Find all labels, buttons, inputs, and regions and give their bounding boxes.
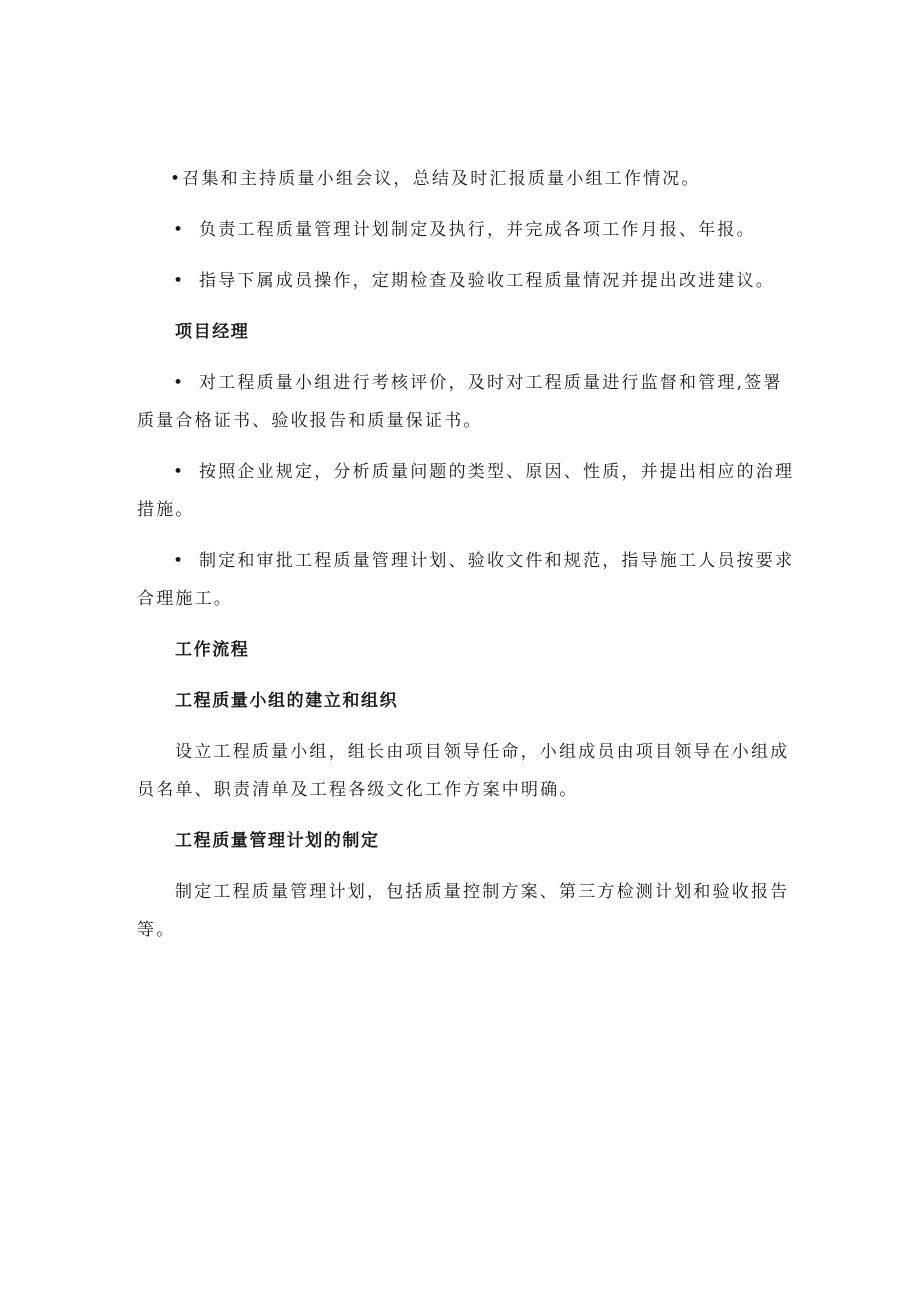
- bullet-icon: •: [173, 220, 186, 240]
- pm-duty-3: • 制定和审批工程质量管理计划、验收文件和规范，指导施工人员按要求合理施工。: [137, 542, 797, 618]
- bullet-icon: •: [173, 271, 186, 291]
- establish-text: 设立工程质量小组，组长由项目领导任命，小组成员由项目领导在小组成员名单、职责清单及工程各级文化工作方案中明确。: [137, 742, 790, 800]
- leader-duty-1: •召集和主持质量小组会议，总结及时汇报质量小组工作情况。: [170, 169, 701, 189]
- bullet-icon: •: [173, 551, 186, 571]
- pm-heading: 项目经理: [175, 322, 250, 342]
- bullet-icon: •: [173, 462, 186, 482]
- document-page: [137, 160, 797, 962]
- leader-duty-3: • 指导下属成员操作，定期检查及验收工程质量情况并提出改进建议。: [137, 262, 797, 300]
- plan-heading: 工程质量管理计划的制定: [175, 831, 380, 851]
- plan-text: 制定工程质量管理计划，包括质量控制方案、第三方检测计划和验收报告等。: [137, 882, 790, 940]
- pm-duty-2: • 按照企业规定，分析质量问题的类型、原因、性质，并提出相应的治理措施。: [137, 453, 797, 529]
- workflow-heading: 工作流程: [175, 640, 250, 660]
- pm-duty-1: • 对工程质量小组进行考核评价，及时对工程质量进行监督和管理,签署质量合格证书、验收报告和质量保证书。: [137, 364, 797, 440]
- establish-heading: 工程质量小组的建立和组织: [175, 691, 399, 711]
- bullet-icon: •: [173, 373, 186, 393]
- leader-duty-2: • 负责工程质量管理计划制定及执行，并完成各项工作月报、年报。: [137, 211, 797, 249]
